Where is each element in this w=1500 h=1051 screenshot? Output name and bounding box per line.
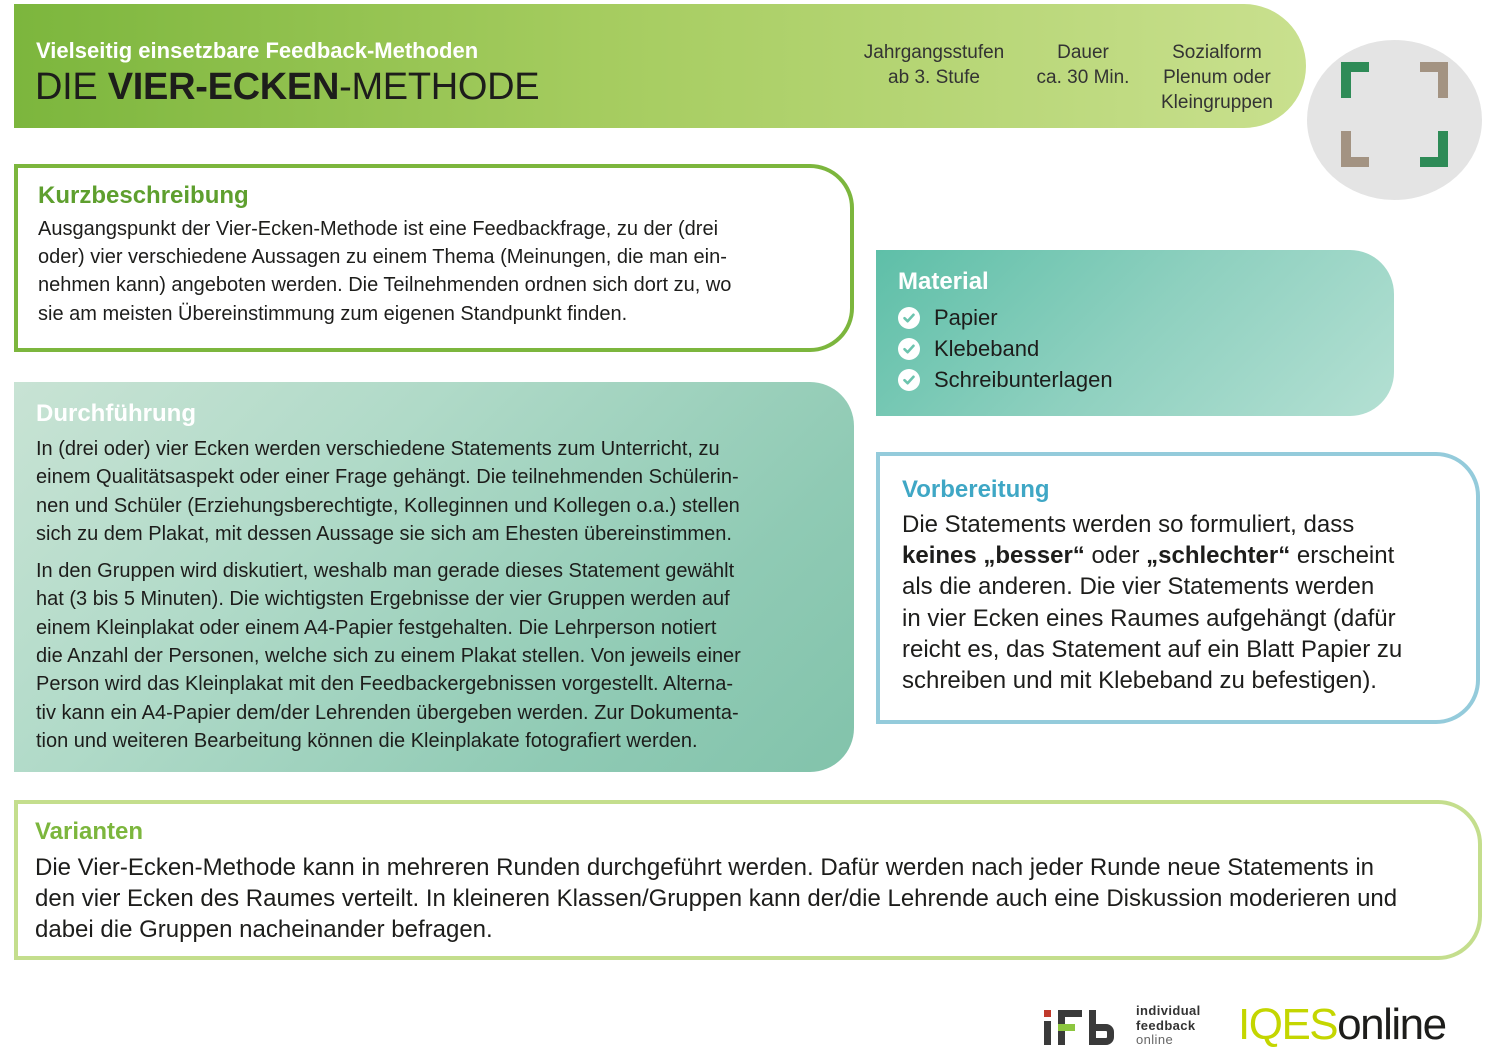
text-line: oder) vier verschiedene Aussagen zu einem Thema (Meinungen, die man ein- [38,246,727,269]
list-item [898,364,1370,395]
list-item [898,333,1370,364]
meta-label: Dauer [1057,42,1109,63]
durchfuehrung-paragraph-2 [36,557,826,755]
iqes-part-1: IQES [1238,1000,1338,1049]
vorbereitung-card [876,452,1480,724]
text-line: in vier Ecken eines Raumes aufgehängt (dafür [902,604,1396,632]
ifb-logo-icon [1042,1006,1122,1046]
material-card [876,250,1394,416]
section-heading: Varianten [35,818,144,845]
meta-label: Sozialform [1172,42,1262,63]
meta-value: Plenum oder [1163,67,1271,88]
durchfuehrung-paragraph-1 [36,435,826,548]
text-fragment: erscheint [1290,542,1395,570]
text-line: Ausgangspunkt der Vier-Ecken-Methode ist eine Feedbackfrage, zu der (drei [38,218,719,240]
varianten-text [35,852,1448,945]
meta-value: ca. 30 Min. [1036,67,1130,88]
check-circle-icon [898,369,920,391]
text-line: tiv kann ein A4-Papier dem/der Lehrenden übergeben werden. Zur Dokumenta- [36,701,739,724]
meta-sozialform [1145,40,1289,115]
text-line: nen und Schüler (Erziehungsberechtigte, Kolleginnen und Kollegen o.a.) stellen [36,494,740,517]
ifb-line-1: individual [1136,1003,1201,1018]
kurzbeschreibung-card [14,164,854,352]
meta-dauer [1025,40,1141,90]
text-line: einem Qualitätsaspekt oder einer Frage gehängt. Die teilnehmenden Schülerin- [36,466,739,489]
header-subtitle: Vielseitig einsetzbare Feedback-Methoden [36,38,479,63]
text-line: hat (3 bis 5 Minuten). Die wichtigsten Ergebnisse der vier Gruppen werden auf [36,588,730,611]
text-line: In (drei oder) vier Ecken werden verschiedene Statements zum Unterricht, zu [36,438,720,460]
text-line: Person wird das Kleinplakat mit den Feedbackergebnissen vorgestellt. Alterna- [36,673,734,696]
meta-value: ab 3. Stufe [888,67,980,88]
text-line: In den Gruppen wird diskutiert, weshalb man gerade dieses Statement gewählt [36,560,735,583]
text-line: reicht es, das Statement auf ein Blatt Papier zu [902,635,1403,663]
text-line: dabei die Gruppen nacheinander befragen. [35,916,493,943]
varianten-card [14,800,1482,960]
list-item-label: Papier [934,304,998,330]
text-line: als die anderen. Die vier Statements werden [902,573,1375,601]
section-heading: Durchführung [36,400,196,427]
text-line: schreiben und mit Klebeband zu befestigen). [902,667,1377,695]
text-line: sich zu dem Plakat, mit dessen Aussage sie sich am Ehesten übereinstimmen. [36,522,732,545]
kurzbeschreibung-text [38,215,820,328]
iqes-part-2: online [1337,1000,1446,1049]
title-suffix: -METHODE [339,66,540,108]
text-line: die Anzahl der Personen, welche sich zu einem Plakat stellen. Von jeweils einer [36,645,741,668]
text-line: einem Kleinplakat oder einem A4-Papier festgehalten. Die Lehrperson notiert [36,616,717,639]
ifb-line-3: online [1136,1032,1174,1047]
section-heading: Kurzbeschreibung [38,182,249,209]
four-corners-icon [1307,40,1482,200]
check-circle-icon [898,307,920,329]
title-prefix: DIE [35,66,108,108]
page-title [35,66,539,109]
title-bold: VIER-ECKEN [107,66,340,108]
meta-jahrgangsstufen [850,40,1018,90]
check-circle-icon [898,338,920,360]
meta-value-2: Kleingruppen [1161,92,1273,113]
text-line: nehmen kann) angeboten werden. Die Teilnehmenden ordnen sich dort zu, wo [38,274,732,297]
meta-label: Jahrgangsstufen [863,42,1005,63]
text-line: Die Statements werden so formuliert, dass [902,511,1355,538]
text-fragment: oder [1084,542,1147,570]
vorbereitung-text [902,509,1446,696]
text-line: den vier Ecken des Raumes verteilt. In kleineren Klassen/Gruppen kann der/die Lehrende auch eine Diskussion moderieren und [35,885,1398,912]
emphasis-schlechter: „schlechter“ [1146,542,1291,570]
list-item-label: Klebeband [934,335,1040,361]
text-line: sie am meisten Übereinstimmung zum eigenen Standpunkt finden. [38,302,628,325]
text-line: tion und weiteren Bearbeitung können die Kleinplakate fotografiert werden. [36,729,698,752]
ifb-logo-text [1136,1004,1201,1048]
emphasis-besser: keines „besser“ [902,542,1085,570]
iqes-online-logo [1238,1000,1446,1050]
section-heading: Material [898,268,989,295]
list-item-label: Schreibunterlagen [934,366,1113,392]
material-list [898,302,1370,395]
text-line: Die Vier-Ecken-Methode kann in mehreren Runden durchgeführt werden. Dafür werden nach jeder Runde neue Statements in [35,854,1375,881]
list-item [898,302,1370,333]
section-heading: Vorbereitung [902,476,1050,503]
ifb-line-2: feedback [1136,1017,1196,1033]
durchfuehrung-card [14,382,854,772]
